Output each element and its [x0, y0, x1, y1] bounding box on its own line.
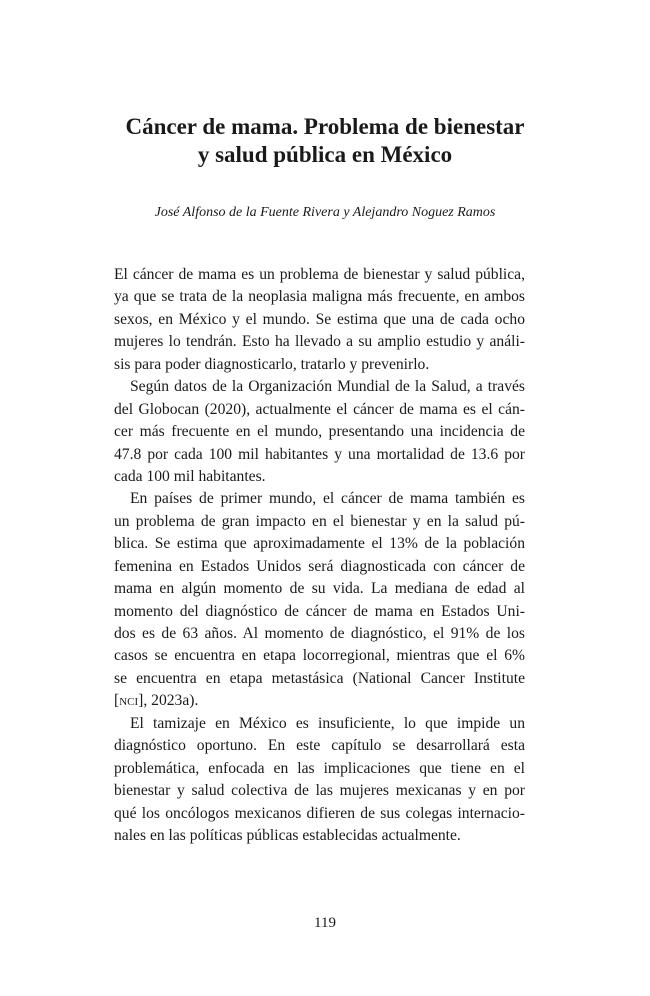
text-line: del Globocan (2020), actualmente el cáncer de mama es el cán- — [114, 400, 525, 418]
text-line-citation — [114, 690, 525, 712]
text-line: Según datos de la Organización Mundial de la Salud, a través — [130, 378, 525, 396]
text-line: qué los oncólogos mexicanos difieren de sus colegas internacio- — [114, 804, 525, 822]
text-line: nales en las políticas públicas establecidas actualmente. — [114, 826, 461, 844]
text-line: blica. Se estima que aproximadamente el 13% de la población — [114, 535, 525, 553]
chapter-title — [60, 113, 590, 169]
text-line: ya que se trata de la neoplasia maligna más frecuente, en ambos — [114, 288, 525, 306]
text-line: El cáncer de mama es un problema de bienestar y salud pública, — [114, 266, 525, 283]
text-line: El tamizaje en México es insuficiente, lo que impide un — [130, 714, 525, 732]
text-line: 47.8 por cada 100 mil habitantes y una mortalidad de 13.6 por — [114, 445, 525, 463]
text-line: cada 100 mil habitantes. — [114, 467, 266, 485]
text-line: diagnóstico oportuno. En este capítulo se desarrollará esta — [114, 737, 525, 755]
chapter-authors: José Alfonso de la Fuente Rivera y Alejandro Noguez Ramos — [154, 205, 496, 220]
text-line: un problema de gran impacto en el bienestar y en la salud pú- — [114, 512, 525, 530]
text-line: bienestar y salud colectiva de las mujeres mexicanas y en por — [114, 782, 525, 800]
chapter-title-line-1: Cáncer de mama. Problema de bienestar — [125, 114, 525, 139]
text-line: cer más frecuente en el mundo, presentando una incidencia de — [114, 423, 525, 441]
body-text — [114, 264, 525, 847]
text-line: casos se encuentra en etapa locorregional, mientras que el 6% — [114, 647, 525, 665]
citation-open: [ — [114, 692, 120, 710]
paragraph-2 — [114, 376, 525, 488]
citation-close: ], 2023a). — [138, 692, 199, 710]
text-line: problemática, enfocada en las implicaciones que tiene en el — [114, 759, 525, 777]
paragraph-3 — [114, 488, 525, 712]
text-line: femenina en Estados Unidos será diagnosticada con cáncer de — [114, 557, 525, 575]
paragraph-4 — [114, 713, 525, 848]
text-line: mujeres lo tendrán. Esto ha llevado a su amplio estudio y análi- — [114, 333, 525, 351]
text-line: mama en algún momento de su vida. La mediana de edad al — [114, 580, 525, 598]
text-line: momento del diagnóstico de cáncer de mama en Estados Uni- — [114, 602, 525, 620]
citation-abbreviation: nci — [119, 692, 139, 710]
text-line: En países de primer mundo, el cáncer de mama también es — [130, 490, 525, 508]
page-number: 119 — [314, 915, 336, 931]
text-line: sis para poder diagnosticarlo, tratarlo y prevenirlo. — [114, 355, 430, 373]
text-line: dos es de 63 años. Al momento de diagnóstico, el 91% de los — [114, 625, 525, 642]
text-line: sexos, en México y el mundo. Se estima que una de cada ocho — [114, 310, 525, 328]
text-line: se encuentra en etapa metastásica (National Cancer Institute — [114, 669, 525, 687]
paragraph-1 — [114, 264, 525, 376]
chapter-title-line-2: y salud pública en México — [197, 142, 453, 167]
